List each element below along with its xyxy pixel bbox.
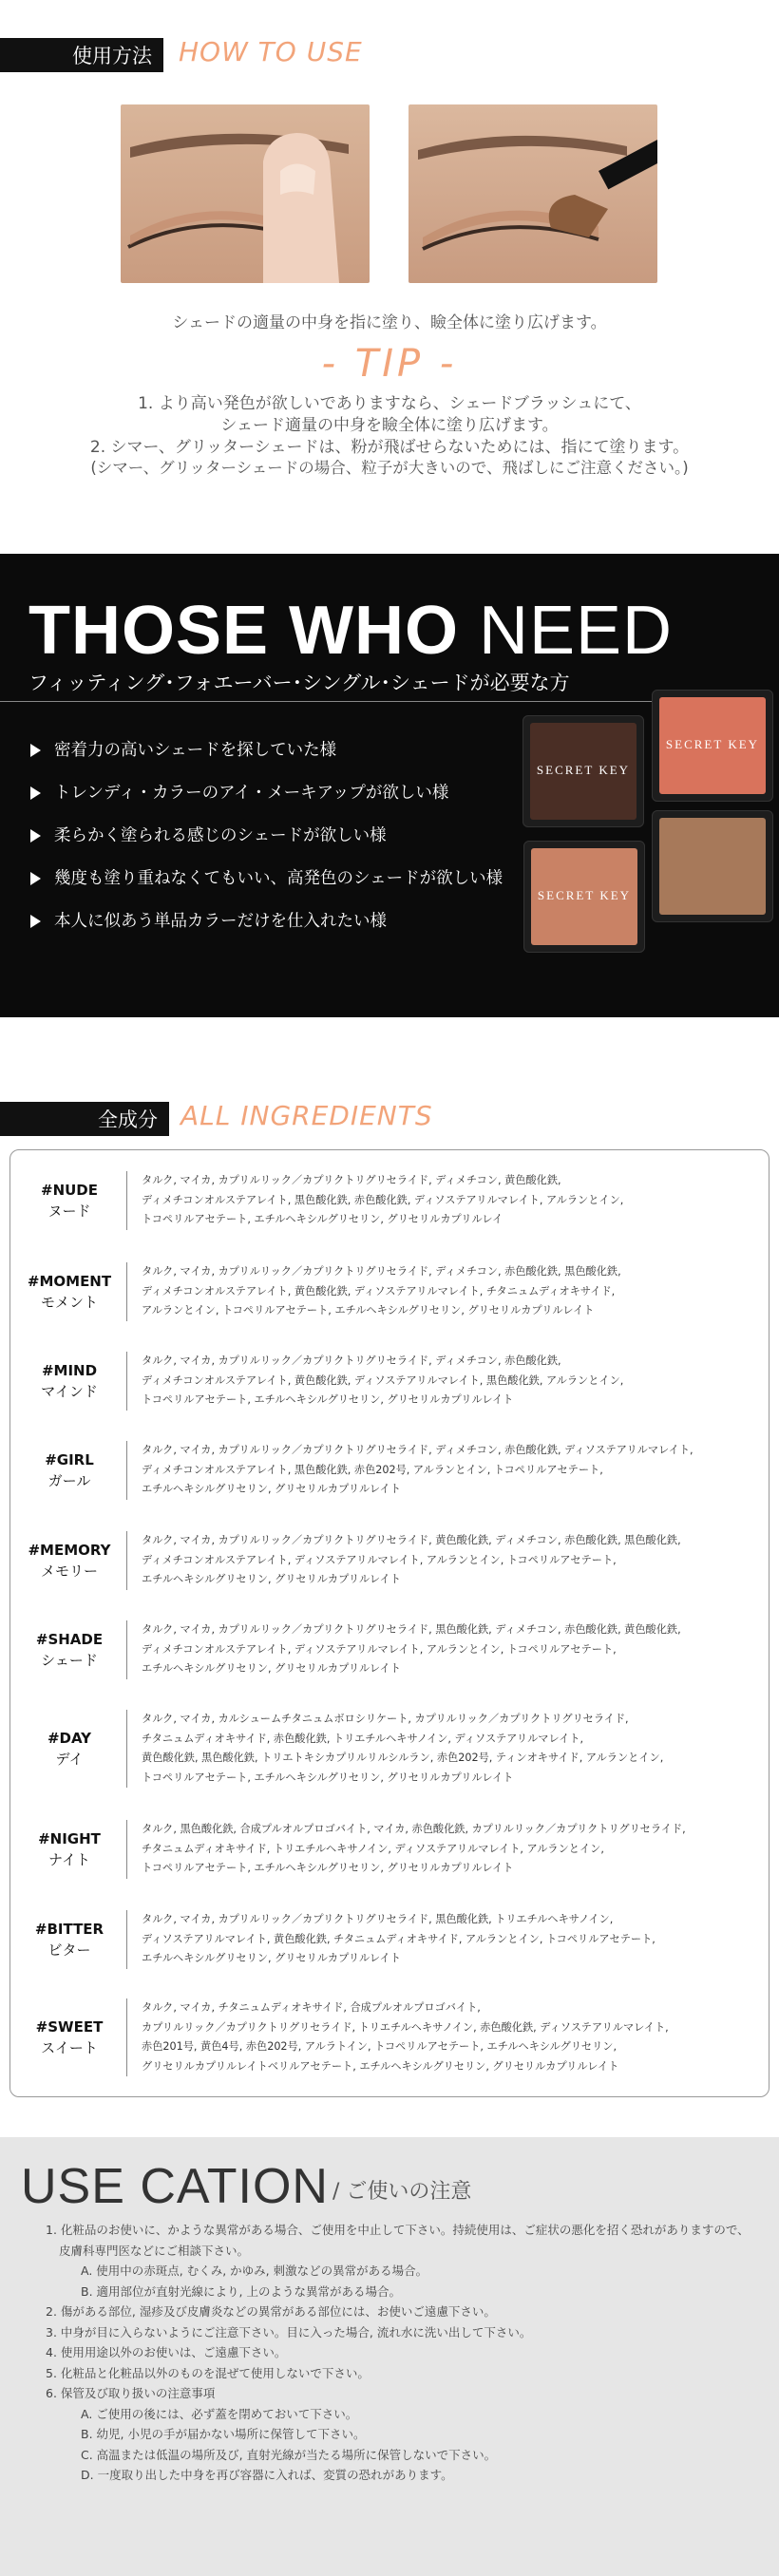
brush-application-photo xyxy=(408,104,657,283)
ingredient-list xyxy=(142,1910,764,1969)
ingredient-line: トコペリルアセテート, エチルヘキシルグリセリン, グリセリルカプリルレイト xyxy=(142,1771,514,1784)
ingredient-line: タルク, 黒色酸化鉄, 合成プルオルプロゴバイト, マイカ, 赤色酸化鉄, カプリルリック／カプリクトリグリセライド, xyxy=(142,1823,686,1835)
caution-line: C. 高温または低温の場所及び, 直射光線が当たる場所に保管しないで下さい。 xyxy=(81,2447,497,2462)
ingredient-row xyxy=(10,1171,770,1230)
triangle-bullet-icon xyxy=(30,829,41,843)
shade-name xyxy=(22,1449,117,1491)
tip-line-1: 1. より高い発色が欲しいでありますなら、シェードブラッシュにて、 xyxy=(138,394,641,413)
shade-name-jp: ビター xyxy=(48,1941,91,1959)
need-title-light: NEED xyxy=(479,593,674,669)
shade-name-jp: モメント xyxy=(40,1293,98,1311)
row-divider xyxy=(126,1620,127,1679)
tip-title: - TIP - xyxy=(321,342,458,386)
need-title xyxy=(28,592,673,670)
need-item: 本人に似あう単品カラーだけを仕入れたい様 xyxy=(30,910,503,953)
ingredient-line: 黄色酸化鉄, 黒色酸化鉄, トリエトキシカプリルリルシルラン, 赤色202号, ティンオキサイド, アルランとイン, xyxy=(142,1752,664,1764)
shade-name-en: #MEMORY xyxy=(28,1541,111,1559)
ingredients-table xyxy=(10,1149,770,2097)
ingredient-list xyxy=(142,1441,764,1500)
row-divider xyxy=(126,1998,127,2076)
shade-name xyxy=(22,1629,117,1671)
shade-name-en: #NIGHT xyxy=(38,1829,101,1847)
triangle-bullet-icon xyxy=(30,786,41,800)
how-to-use-heading: HOW TO USE xyxy=(179,36,363,67)
ingredient-row xyxy=(10,1910,770,1969)
shade-name xyxy=(22,1540,117,1582)
shade-name-jp: ナイト xyxy=(48,1850,90,1868)
shade-name-jp: デイ xyxy=(55,1751,84,1768)
ingredient-list xyxy=(142,1262,764,1321)
caution-line: 4. 使用用途以外のお使いは、ご遠慮下さい。 xyxy=(46,2345,287,2359)
shade-name-en: #SWEET xyxy=(35,2018,104,2036)
ingredient-row xyxy=(10,1620,770,1679)
ingredient-line: チタニュムディオキサイド, トリエチルヘキサノイン, ディソステアリルマレイト, アルランとイン, xyxy=(142,1842,604,1855)
ingredient-line: エチルヘキシルグリセリン, グリセリルカプリルレイト xyxy=(142,1662,401,1675)
caution-line: 皮膚科専門医などにご相談下さい。 xyxy=(59,2243,250,2258)
triangle-bullet-icon xyxy=(30,915,41,928)
ingredient-line: タルク, マイカ, カプリルリック／カプリクトリグリセライド, 黄色酸化鉄, ディメチコン, 赤色酸化鉄, 黒色酸化鉄, xyxy=(142,1534,681,1546)
row-divider xyxy=(126,1171,127,1230)
ingredient-line: ディメチコンオルステアレイト, 黄色酸化鉄, ディソステアリルマレイト, 黒色酸化鉄, アルランとイン, xyxy=(142,1373,624,1387)
shade-name-en: #MOMENT xyxy=(27,1272,112,1290)
ingredients-label-jp: 全成分 xyxy=(98,1108,158,1131)
shade-name-jp: メモリー xyxy=(40,1562,98,1580)
eyeshadow-compact xyxy=(523,841,645,953)
shade-name xyxy=(22,1728,117,1770)
ingredient-row xyxy=(10,1531,770,1590)
caution-subtitle: / ご使いの注意 xyxy=(332,2180,472,2204)
eyeshadow-compact xyxy=(652,690,773,802)
ingredient-line: タルク, マイカ, カプリルリック／カプリクトリグリセライド, 黒色酸化鉄, ディメチコン, 赤色酸化鉄, 黄色酸化鉄, xyxy=(142,1623,681,1636)
shade-name xyxy=(22,2017,117,2058)
row-divider xyxy=(126,1820,127,1879)
row-divider xyxy=(126,1910,127,1969)
ingredient-row xyxy=(10,1262,770,1321)
ingredients-heading: ALL INGREDIENTS xyxy=(180,1100,433,1131)
ingredient-row xyxy=(10,1998,770,2076)
row-divider xyxy=(126,1441,127,1500)
ingredient-line: ディメチコンオルステアレイト, ディソステアリルマレイト, アルランとイン, トコペリルアセテート, xyxy=(142,1642,617,1656)
shade-name-en: #BITTER xyxy=(34,1920,104,1938)
ingredient-list xyxy=(142,1820,764,1879)
ingredient-line: トコペリルアセテート, エチルヘキシルグリセリン, グリセリルカプリルレイ xyxy=(142,1213,504,1225)
caution-line: B. 適用部位が直射光線により, 上のような異常がある場合。 xyxy=(81,2283,401,2299)
ingredient-line: カプリルリック／カプリクトリグリセライド, トリエチルヘキサノイン, 赤色酸化鉄, ディソステアリルマレイト, xyxy=(142,2020,669,2034)
brand-logo: SECRET KEY xyxy=(665,737,760,751)
how-to-use-label-bar xyxy=(0,38,163,72)
ingredient-line: ディメチコンオルステアレイト, 黒色酸化鉄, 赤色202号, アルランとイン, トコペリルアセテート, xyxy=(142,1463,603,1476)
shade-name xyxy=(22,1360,117,1402)
ingredient-list xyxy=(142,1620,764,1679)
row-divider xyxy=(126,1352,127,1411)
finger-application-photo xyxy=(121,104,370,283)
shade-name xyxy=(22,1828,117,1870)
ingredient-line: タルク, マイカ, カプリルリック／カプリクトリグリセライド, 黒色酸化鉄, トリエチルヘキサノイン, xyxy=(142,1913,614,1925)
ingredient-line: 赤色201号, 黄色4号, 赤色202号, アルラトイン, トコペリルアセテート, エチルヘキシルグリセリン, xyxy=(142,2040,618,2053)
tip-line-2: シェード適量の中身を瞼全体に塗り広げます。 xyxy=(220,416,559,435)
need-subtitle: フィッティング･フォエーバー･シングル･シェードが必要な方 xyxy=(28,672,570,694)
ingredient-row xyxy=(10,1352,770,1411)
ingredient-list xyxy=(142,1171,764,1230)
ingredient-line: タルク, マイカ, チタニュムディオキサイド, 合成プルオルプロゴバイト, xyxy=(142,2001,481,2014)
shade-name-jp: ヌード xyxy=(48,1202,91,1220)
ingredient-line: エチルヘキシルグリセリン, グリセリルカプリルレイト xyxy=(142,1573,401,1585)
ingredient-line: トコペリルアセテート, エチルヘキシルグリセリン, グリセリルカプリルレイト xyxy=(142,1393,514,1406)
shade-name-en: #NUDE xyxy=(41,1181,98,1199)
caution-line: 6. 保管及び取り扱いの注意事項 xyxy=(46,2386,216,2400)
caution-line: D. 一度取り出した中身を再び容器に入れば、変質の恐れがあります。 xyxy=(81,2468,453,2482)
need-divider xyxy=(0,701,665,702)
row-divider xyxy=(126,1710,127,1788)
ingredient-line: ディメチコンオルステアレイト, ディソステアリルマレイト, アルランとイン, トコペリルアセテート, xyxy=(142,1553,617,1566)
caution-line: 3. 中身が目に入らないようにご注意下さい。目に入った場合, 流れ水に洗い出して下さい。 xyxy=(46,2324,532,2339)
caution-line: B. 幼児, 小児の手が届かない場所に保管して下さい。 xyxy=(81,2427,366,2441)
shade-name xyxy=(22,1180,117,1222)
row-divider xyxy=(126,1531,127,1590)
ingredient-line: グリセリルカプリルレイトベリルアセテート, エチルヘキシルグリセリン, グリセリルカプリルレイト xyxy=(142,2059,619,2073)
shade-name-en: #MIND xyxy=(41,1361,98,1379)
ingredient-row xyxy=(10,1441,770,1500)
eyeshadow-compact xyxy=(522,715,644,827)
ingredient-list xyxy=(142,1710,764,1788)
need-item: トレンディ・カラーのアイ・メーキアップが欲しい様 xyxy=(30,782,503,824)
shade-pan xyxy=(659,818,766,915)
ingredient-line: タルク, マイカ, カプリルリック／カプリクトリグリセライド, ディメチコン, 黄色酸化鉄, xyxy=(142,1174,561,1186)
ingredient-row xyxy=(10,1820,770,1879)
triangle-bullet-icon xyxy=(30,872,41,885)
ingredient-row xyxy=(10,1710,770,1788)
shade-name-jp: スイート xyxy=(41,2039,98,2056)
ingredient-line: タルク, マイカ, カプリルリック／カプリクトリグリセライド, ディメチコン, 赤色酸化鉄, 黒色酸化鉄, xyxy=(142,1265,621,1278)
row-divider xyxy=(126,1262,127,1321)
caution-line: 5. 化粧品と化粧品以外のものを混ぜて使用しないで下さい。 xyxy=(46,2365,370,2380)
ingredient-line: タルク, マイカ, カルシュームチタニュムボロシリケート, カプリルリック／カプリクトリグリセライド, xyxy=(142,1713,629,1725)
caution-line: 2. 傷がある部位, 湿疹及び皮膚炎などの異常がある部位には、お使いご遠慮下さい。 xyxy=(46,2304,496,2319)
shade-name xyxy=(22,1919,117,1960)
eyeshadow-compact xyxy=(652,810,773,922)
tip-line-4: (シマー、グリッターシェードの場合、粒子が大きいので、飛ばしにご注意ください。) xyxy=(90,459,689,477)
ingredients-label-bar xyxy=(0,1102,169,1136)
shade-name xyxy=(22,1271,117,1313)
how-to-use-label-jp: 使用方法 xyxy=(72,45,152,67)
need-list xyxy=(30,739,503,953)
ingredient-line: エチルヘキシルグリセリン, グリセリルカプリルレイト xyxy=(142,1952,401,1964)
those-who-need-panel xyxy=(0,554,779,1017)
ingredient-line: タルク, マイカ, カプリルリック／カプリクトリグリセライド, ディメチコン, 赤色酸化鉄, xyxy=(142,1354,561,1367)
need-title-bold: THOSE WHO xyxy=(28,593,479,669)
caution-title: USE CATION xyxy=(21,2159,329,2214)
need-item: 幾度も塗り重ねなくてもいい、高発色のシェードが欲しい様 xyxy=(30,867,503,910)
brand-logo: SECRET KEY xyxy=(537,888,632,902)
ingredient-line: ディソステアリルマレイト, 黄色酸化鉄, チタニュムディオキサイド, アルランとイン, トコペリルアセテート, xyxy=(142,1932,656,1945)
ingredient-list xyxy=(142,1998,764,2076)
shade-name-en: #SHADE xyxy=(35,1630,104,1648)
need-item: 柔らかく塗られる感じのシェードが欲しい様 xyxy=(30,824,503,867)
need-item: 密着力の高いシェードを探していた様 xyxy=(30,739,503,782)
shade-name-jp: マインド xyxy=(41,1382,98,1400)
ingredient-list xyxy=(142,1352,764,1411)
caution-line: A. ご使用の後には、必ず蓋を閉めておいて下さい。 xyxy=(81,2406,358,2421)
how-to-use-caption: シェードの適量の中身を指に塗り、瞼全体に塗り広げます。 xyxy=(172,313,607,332)
shade-name-en: #GIRL xyxy=(45,1450,94,1468)
ingredient-line: チタニュムディオキサイド, 赤色酸化鉄, トリエチルヘキサノイン, ディソステアリルマレイト, xyxy=(142,1732,584,1745)
ingredient-line: ディメチコンオルステアレイト, 黒色酸化鉄, 赤色酸化鉄, ディソステアリルマレイト, アルランとイン, xyxy=(142,1193,624,1206)
shade-name-jp: ガール xyxy=(48,1471,91,1489)
tip-line-3: 2. シマー、グリッターシェードは、粉が飛ばせらないためには、指にて塗ります。 xyxy=(89,438,690,457)
triangle-bullet-icon xyxy=(30,744,41,757)
brand-logo: SECRET KEY xyxy=(536,763,631,777)
shade-name-en: #DAY xyxy=(47,1730,92,1747)
ingredient-line: エチルヘキシルグリセリン, グリセリルカプリルレイト xyxy=(142,1483,401,1495)
ingredient-line: アルランとイン, トコペリルアセテート, エチルヘキシルグリセリン, グリセリルカプリルレイト xyxy=(142,1304,595,1316)
caution-line: A. 使用中の赤斑点, むくみ, かゆみ, 刺激などの異常がある場合。 xyxy=(81,2263,428,2278)
ingredient-line: トコペリルアセテート, エチルヘキシルグリセリン, グリセリルカプリルレイト xyxy=(142,1862,514,1874)
ingredient-line: ディメチコンオルステアレイト, 黄色酸化鉄, ディソステアリルマレイト, チタニュムディオキサイド, xyxy=(142,1284,616,1297)
ingredient-list xyxy=(142,1531,764,1590)
caution-line: 1. 化粧品のお使いに、かような異常がある場合、ご使用を中止して下さい。持続使用は、ご症状の悪化を招く恐れがありますので、 xyxy=(46,2223,750,2237)
shade-name-jp: シェード xyxy=(41,1651,98,1669)
ingredient-line: タルク, マイカ, カプリルリック／カプリクトリグリセライド, ディメチコン, 赤色酸化鉄, ディソステアリルマレイト, xyxy=(142,1444,694,1456)
